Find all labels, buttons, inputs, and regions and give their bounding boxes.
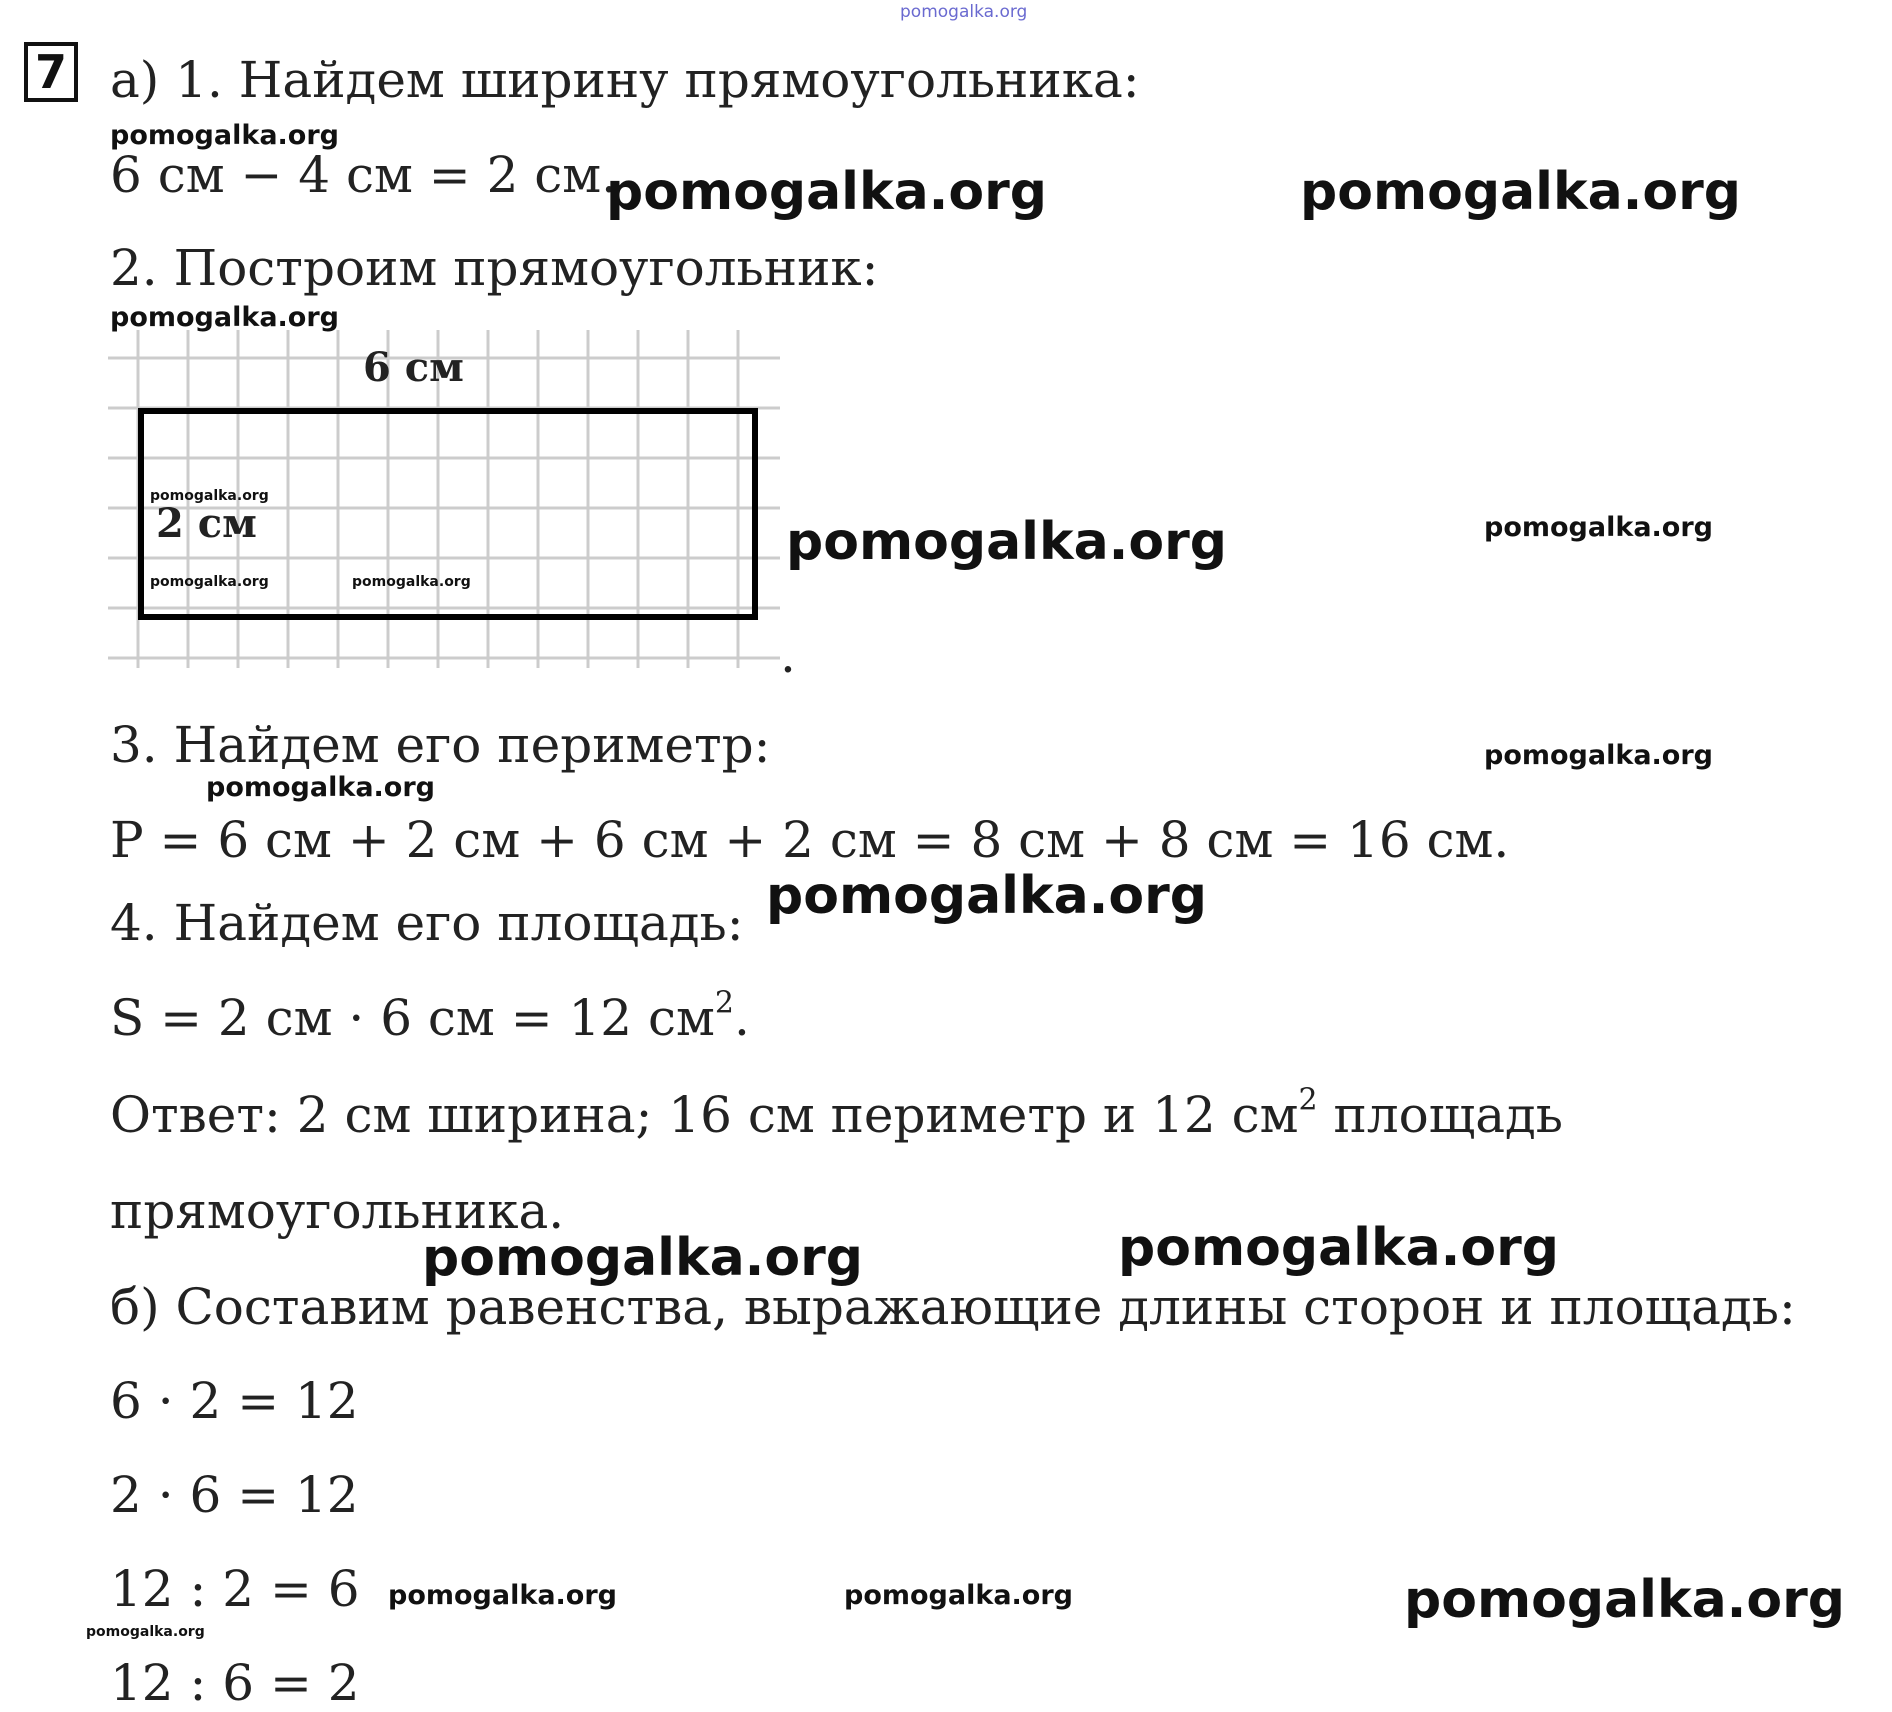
step1-heading: а) 1. Найдем ширину прямоугольника: — [110, 51, 1140, 109]
step1-equation: 6 см − 4 см = 2 см. — [110, 146, 618, 204]
watermark: pomogalka.org — [150, 488, 269, 504]
watermark: pomogalka.org — [1300, 162, 1742, 222]
figure-trailing-dot: . — [780, 626, 796, 684]
watermark: pomogalka.org — [110, 120, 339, 151]
step3-heading: 3. Найдем его периметр: — [110, 716, 771, 774]
watermark: pomogalka.org — [606, 162, 1048, 222]
answer-line-2: прямоугольника. — [110, 1182, 565, 1240]
step3-equation: P = 6 см + 2 см + 6 см + 2 см = 8 см + 8 см = 16 см. — [110, 811, 1510, 869]
answer-line-1-end: площадь — [1317, 1086, 1564, 1144]
watermark: pomogalka.org — [352, 574, 471, 590]
task-number: 7 — [34, 45, 67, 99]
part-b-equation-1: 6 · 2 = 12 — [110, 1372, 359, 1430]
watermark: pomogalka.org — [844, 1580, 1073, 1611]
step4-equation-sup: 2 — [714, 985, 735, 1021]
part-b-equation-3: 12 : 2 = 6 — [110, 1560, 360, 1618]
step4-heading: 4. Найдем его площадь: — [110, 894, 744, 952]
watermark: pomogalka.org — [388, 1580, 617, 1611]
watermark: pomogalka.org — [1484, 740, 1713, 771]
figure-top-label: 6 см — [363, 344, 464, 391]
part-b-heading: б) Составим равенства, выражающие длины сторон и площадь: — [110, 1278, 1796, 1336]
part-b-equation-4: 12 : 6 = 2 — [110, 1654, 360, 1712]
step4-equation-end: . — [734, 989, 750, 1047]
watermark: pomogalka.org — [206, 772, 435, 803]
header-site-watermark: pomogalka.org — [900, 2, 1028, 22]
watermark: pomogalka.org — [86, 1624, 205, 1640]
answer-line-1-sup: 2 — [1298, 1082, 1318, 1118]
figure-side-label: 2 см — [156, 500, 257, 547]
step4-equation-main: S = 2 см · 6 см = 12 см — [110, 989, 715, 1047]
watermark: pomogalka.org — [786, 512, 1228, 572]
answer-line-1-main: Ответ: 2 см ширина; 16 см периметр и 12 см — [110, 1086, 1299, 1144]
watermark: pomogalka.org — [1484, 512, 1713, 543]
watermark: pomogalka.org — [766, 866, 1208, 926]
watermark: pomogalka.org — [1118, 1218, 1560, 1278]
grid-figure — [108, 330, 780, 668]
answer-line-1 — [110, 1082, 1564, 1144]
watermark: pomogalka.org — [1404, 1570, 1846, 1630]
step2-heading: 2. Построим прямоугольник: — [110, 239, 879, 297]
watermark: pomogalka.org — [110, 302, 339, 333]
watermark: pomogalka.org — [150, 574, 269, 590]
task-number-box — [24, 42, 78, 102]
watermark: pomogalka.org — [422, 1228, 864, 1288]
step4-equation — [110, 985, 750, 1047]
part-b-equation-2: 2 · 6 = 12 — [110, 1466, 359, 1524]
